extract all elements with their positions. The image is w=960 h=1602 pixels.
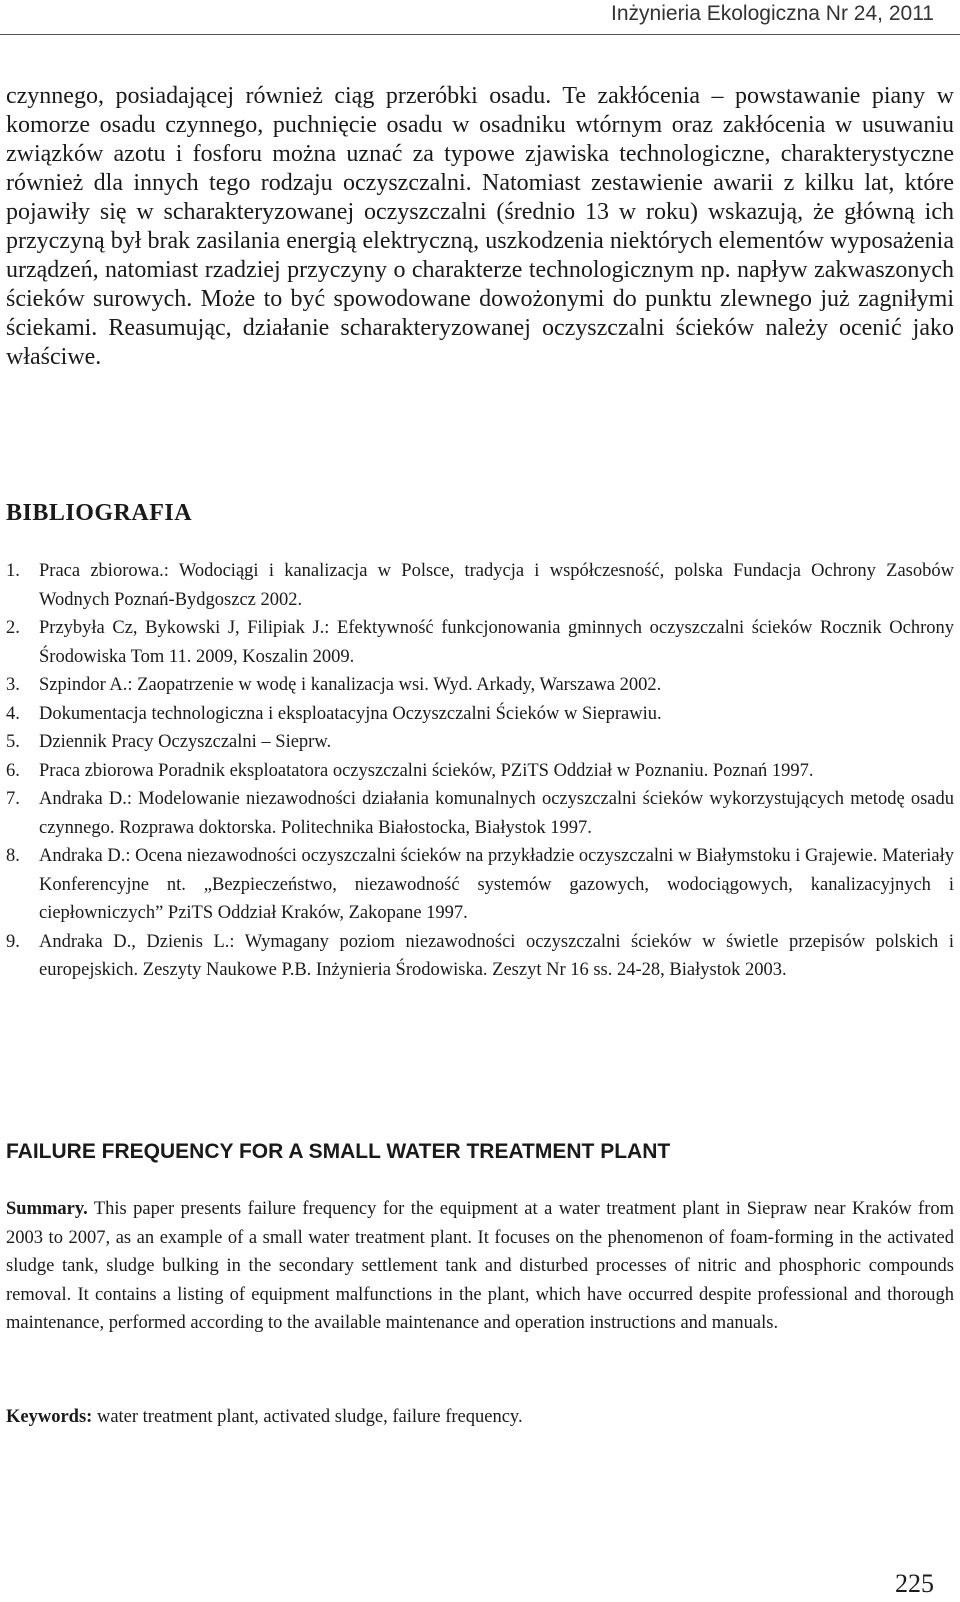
summary-label: Summary. <box>6 1199 88 1219</box>
bibliography-item-number: 4. <box>6 703 20 724</box>
bibliography-item <box>6 785 954 842</box>
bibliography-heading: BIBLIOGRAFIA <box>6 500 193 526</box>
english-title: FAILURE FREQUENCY FOR A SMALL WATER TREATMENT PLANT <box>6 1140 671 1163</box>
page-number: 225 <box>895 1569 934 1598</box>
bibliography-item-text: Andraka D., Dzienis L.: Wymagany poziom niezawodności oczyszczalni ścieków w świetle przepisów polskich i europejskich. Zeszyty Naukowe P.B. Inżynieria Środowiska. Zeszyt Nr 16 ss. 24-28, Białystok 2003. <box>39 931 954 980</box>
bibliography-item <box>6 928 954 985</box>
bibliography-item-number: 7. <box>6 789 20 809</box>
bibliography-item <box>6 671 954 700</box>
bibliography-item-text: Praca zbiorowa.: Wodociągi i kanalizacja w Polsce, tradycja i współczesność, polska Fundacja Ochrony Zasobów Wodnych Poznań-Bydgoszcz 2002. <box>39 561 954 610</box>
bibliography-item <box>6 842 954 928</box>
keywords-paragraph <box>6 1403 954 1432</box>
header-rule <box>0 34 960 35</box>
keywords-text: water treatment plant, activated sludge, failure frequency. <box>96 1407 523 1427</box>
bibliography-list <box>6 557 954 985</box>
bibliography-item-text: Przybyła Cz, Bykowski J, Filipiak J.: Efektywność funkcjonowania gminnych oczyszczalni ścieków Rocznik Ochrony Środowiska Tom 11. 2009, Koszalin 2009. <box>39 618 954 667</box>
running-head: Inżynieria Ekologiczna Nr 24, 2011 <box>611 2 934 25</box>
bibliography-item-number: 1. <box>6 561 20 581</box>
summary-paragraph <box>6 1195 954 1338</box>
bibliography-item <box>6 757 954 786</box>
bibliography-item-number: 9. <box>6 931 20 952</box>
bibliography-item-text: Andraka D.: Ocena niezawodności oczyszczalni ścieków na przykładzie oczyszczalni w Białymstoku i Grajewie. Materiały Konferencyjne nt. „Bezpieczeństwo, niezawodność systemów gazowych, wodociągowych, kanalizacyjnych i ciepłowniczych” PziTS Oddział Kraków, Zakopane 1997. <box>39 846 954 923</box>
keywords-label: Keywords: <box>6 1407 93 1427</box>
bibliography-item <box>6 728 954 757</box>
bibliography-item <box>6 614 954 671</box>
bibliography-item-number: 5. <box>6 732 20 752</box>
summary-text: This paper presents failure frequency for the equipment at a water treatment plant in Siepraw near Kraków from 2003 to 2007, as an example of a small water treatment plant. It focuses on the phenomenon of foam-forming in the activated sludge tank, sludge bulking in the secondary settlement tank and disturbed processes of nitric and phosphoric compounds removal. It contains a listing of equipment malfunctions in the plant, which have occurred despite professional and thorough maintenance, performed according to the available maintenance and operation instructions and manuals. <box>6 1199 954 1333</box>
bibliography-item <box>6 700 954 729</box>
bibliography-item-text: Andraka D.: Modelowanie niezawodności działania komunalnych oczyszczalni ścieków wykorzystujących metodę osadu czynnego. Rozprawa doktorska. Politechnika Białostocka, Białystok 1997. <box>39 789 954 838</box>
body-paragraph: czynnego, posiadającej również ciąg przeróbki osadu. Te zakłócenia – powstawanie piany w komorze osadu czynnego, puchnięcie osadu w osadniku wtórnym oraz zakłócenia w usuwaniu związków azotu i fosforu można uznać za typowe zjawiska technologiczne, charakterystyczne również dla innych tego rodzaju oczyszczalni. Natomiast zestawienie awarii z kilku lat, które pojawiły się w scharakteryzowanej oczyszczalni (średnio 13 w roku) wskazują, że główną ich przyczyną był brak zasilania energią elektryczną, uszkodzenia niektórych elementów wyposażenia urządzeń, natomiast rzadziej przyczyny o charakterze technologicznym np. napływ zakwaszonych ścieków surowych. Może to być spowodowane dowożonymi do punktu zlewnego już zagniłymi ściekami. Reasumując, działanie scharakteryzowanej oczyszczalni ścieków należy ocenić jako właściwe. <box>6 83 954 370</box>
bibliography-item-number: 8. <box>6 846 20 866</box>
bibliography-item-text: Dziennik Pracy Oczyszczalni – Sieprw. <box>39 732 332 752</box>
bibliography-item-number: 6. <box>6 760 20 781</box>
bibliography-item-text: Dokumentacja technologiczna i eksploatacyjna Oczyszczalni Ścieków w Siepraw​iu. <box>39 703 662 724</box>
bibliography-item-number: 2. <box>6 618 20 638</box>
bibliography-item <box>6 557 954 614</box>
bibliography-item-number: 3. <box>6 675 20 695</box>
bibliography-item-text: Szpindor A.: Zaopatrzenie w wodę i kanalizacja wsi. Wyd. Arkady, Warszawa 2002. <box>39 675 662 695</box>
bibliography-item-text: Praca zbiorowa Poradnik eksploatatora oczyszczalni ścieków, PZiTS Oddział w Poznaniu. Poznań 1997. <box>39 760 814 781</box>
